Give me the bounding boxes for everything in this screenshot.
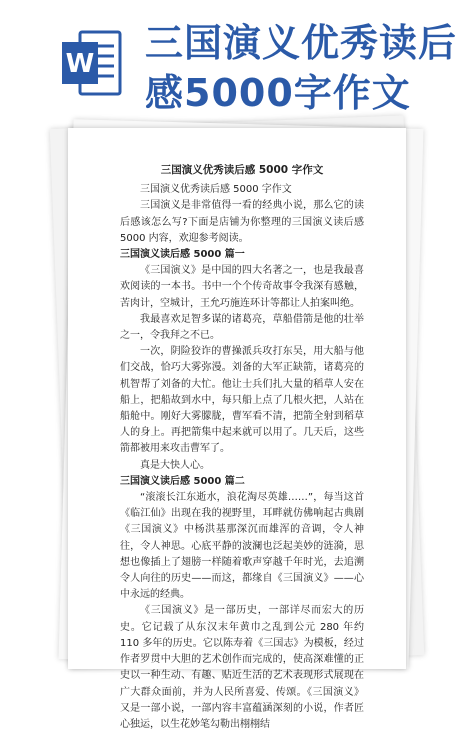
paragraph: 《三国演义》是中国的四大名著之一，也是我最喜欢阅读的一本书。书中一个个传奇故事令我深有感触，苦肉计，空城计，王允巧施连环计等都让人拍案叫绝。 (120, 265, 364, 309)
paragraph: 我最喜欢足智多谋的诸葛亮，草船借箭是他的壮举之一，令我拜之不已。 (120, 313, 364, 342)
section-heading: 三国演义读后感 5000 篇一 (120, 249, 245, 261)
banner (0, 0, 474, 130)
document-title: 三国演义优秀读后感 5000 字作文 (160, 164, 324, 176)
section-heading: 三国演义读后感 5000 篇二 (120, 475, 245, 487)
paragraph: 《三国演义》是一部历史，一部详尽而宏大的历史。它记载了从东汉末年黄巾之乱到公元 280 年约 110 多年的历史。它以陈寿着《三国志》为模板，经过作者罗贯中大胆的艺术创作而完成的，使高深难懂的正史以一种生动、有趣、贴近生活的艺术表现形式展现在广大群众面前，并为人民所喜爱、传颂。《三国演义》又是一部小说，一部内容丰富蕴涵深刻的小说，作者匠心独运，以生花妙笔勾勒出栩栩结 (120, 605, 364, 730)
paragraph: 三国演义优秀读后感 5000 字作文 (140, 184, 292, 196)
banner-title (145, 18, 465, 118)
paragraph: 真是大快人心。 (140, 459, 210, 471)
svg-text:W: W (65, 49, 95, 79)
document-body (120, 162, 364, 733)
banner-title-line1: 三国演义优秀读后 (145, 21, 458, 65)
paragraph: 三国演义是非常值得一看的经典小说，那么它的读后感该怎么写?下面是店铺为你整理的三国演义读后感 5000 内容，欢迎参考阅读。 (120, 200, 364, 244)
document-page (68, 128, 406, 730)
paragraph: 一次，阴险狡诈的曹操派兵攻打东吴，用大船与他们交战，恰巧大雾弥漫。刘备的大军正缺箭，诸葛亮的机智帮了刘备的大忙。他让士兵们扎大量的稻草人安在船上，把船故到水中，每只船上点了几根火把，人站在船舱中。刚好大雾朦胧，曹军看不清，把箭全射到稻草人的身上。再把箭集中起来就可以用了。几天后，这些箭都被用来攻击曹军了。 (120, 346, 364, 455)
word-document-icon (62, 30, 122, 96)
banner-title-line2: 感5000字作文 (145, 71, 411, 115)
paragraph: “滚滚长江东逝水，浪花淘尽英雄……”，每当这首《临江仙》出现在我的视野里，耳畔就仿佛响起古典剧《三国演义》中杨洪基那深沉而雄浑的音调，令人神往，令人神思。心底平静的波澜也泛起美妙的涟漪，思想也像插上了翅膀一样随着歌声穿越千年时光，去追溯令人向往的历史——而这，都缘自《三国演义》——心中永远的经典。 (120, 492, 364, 601)
